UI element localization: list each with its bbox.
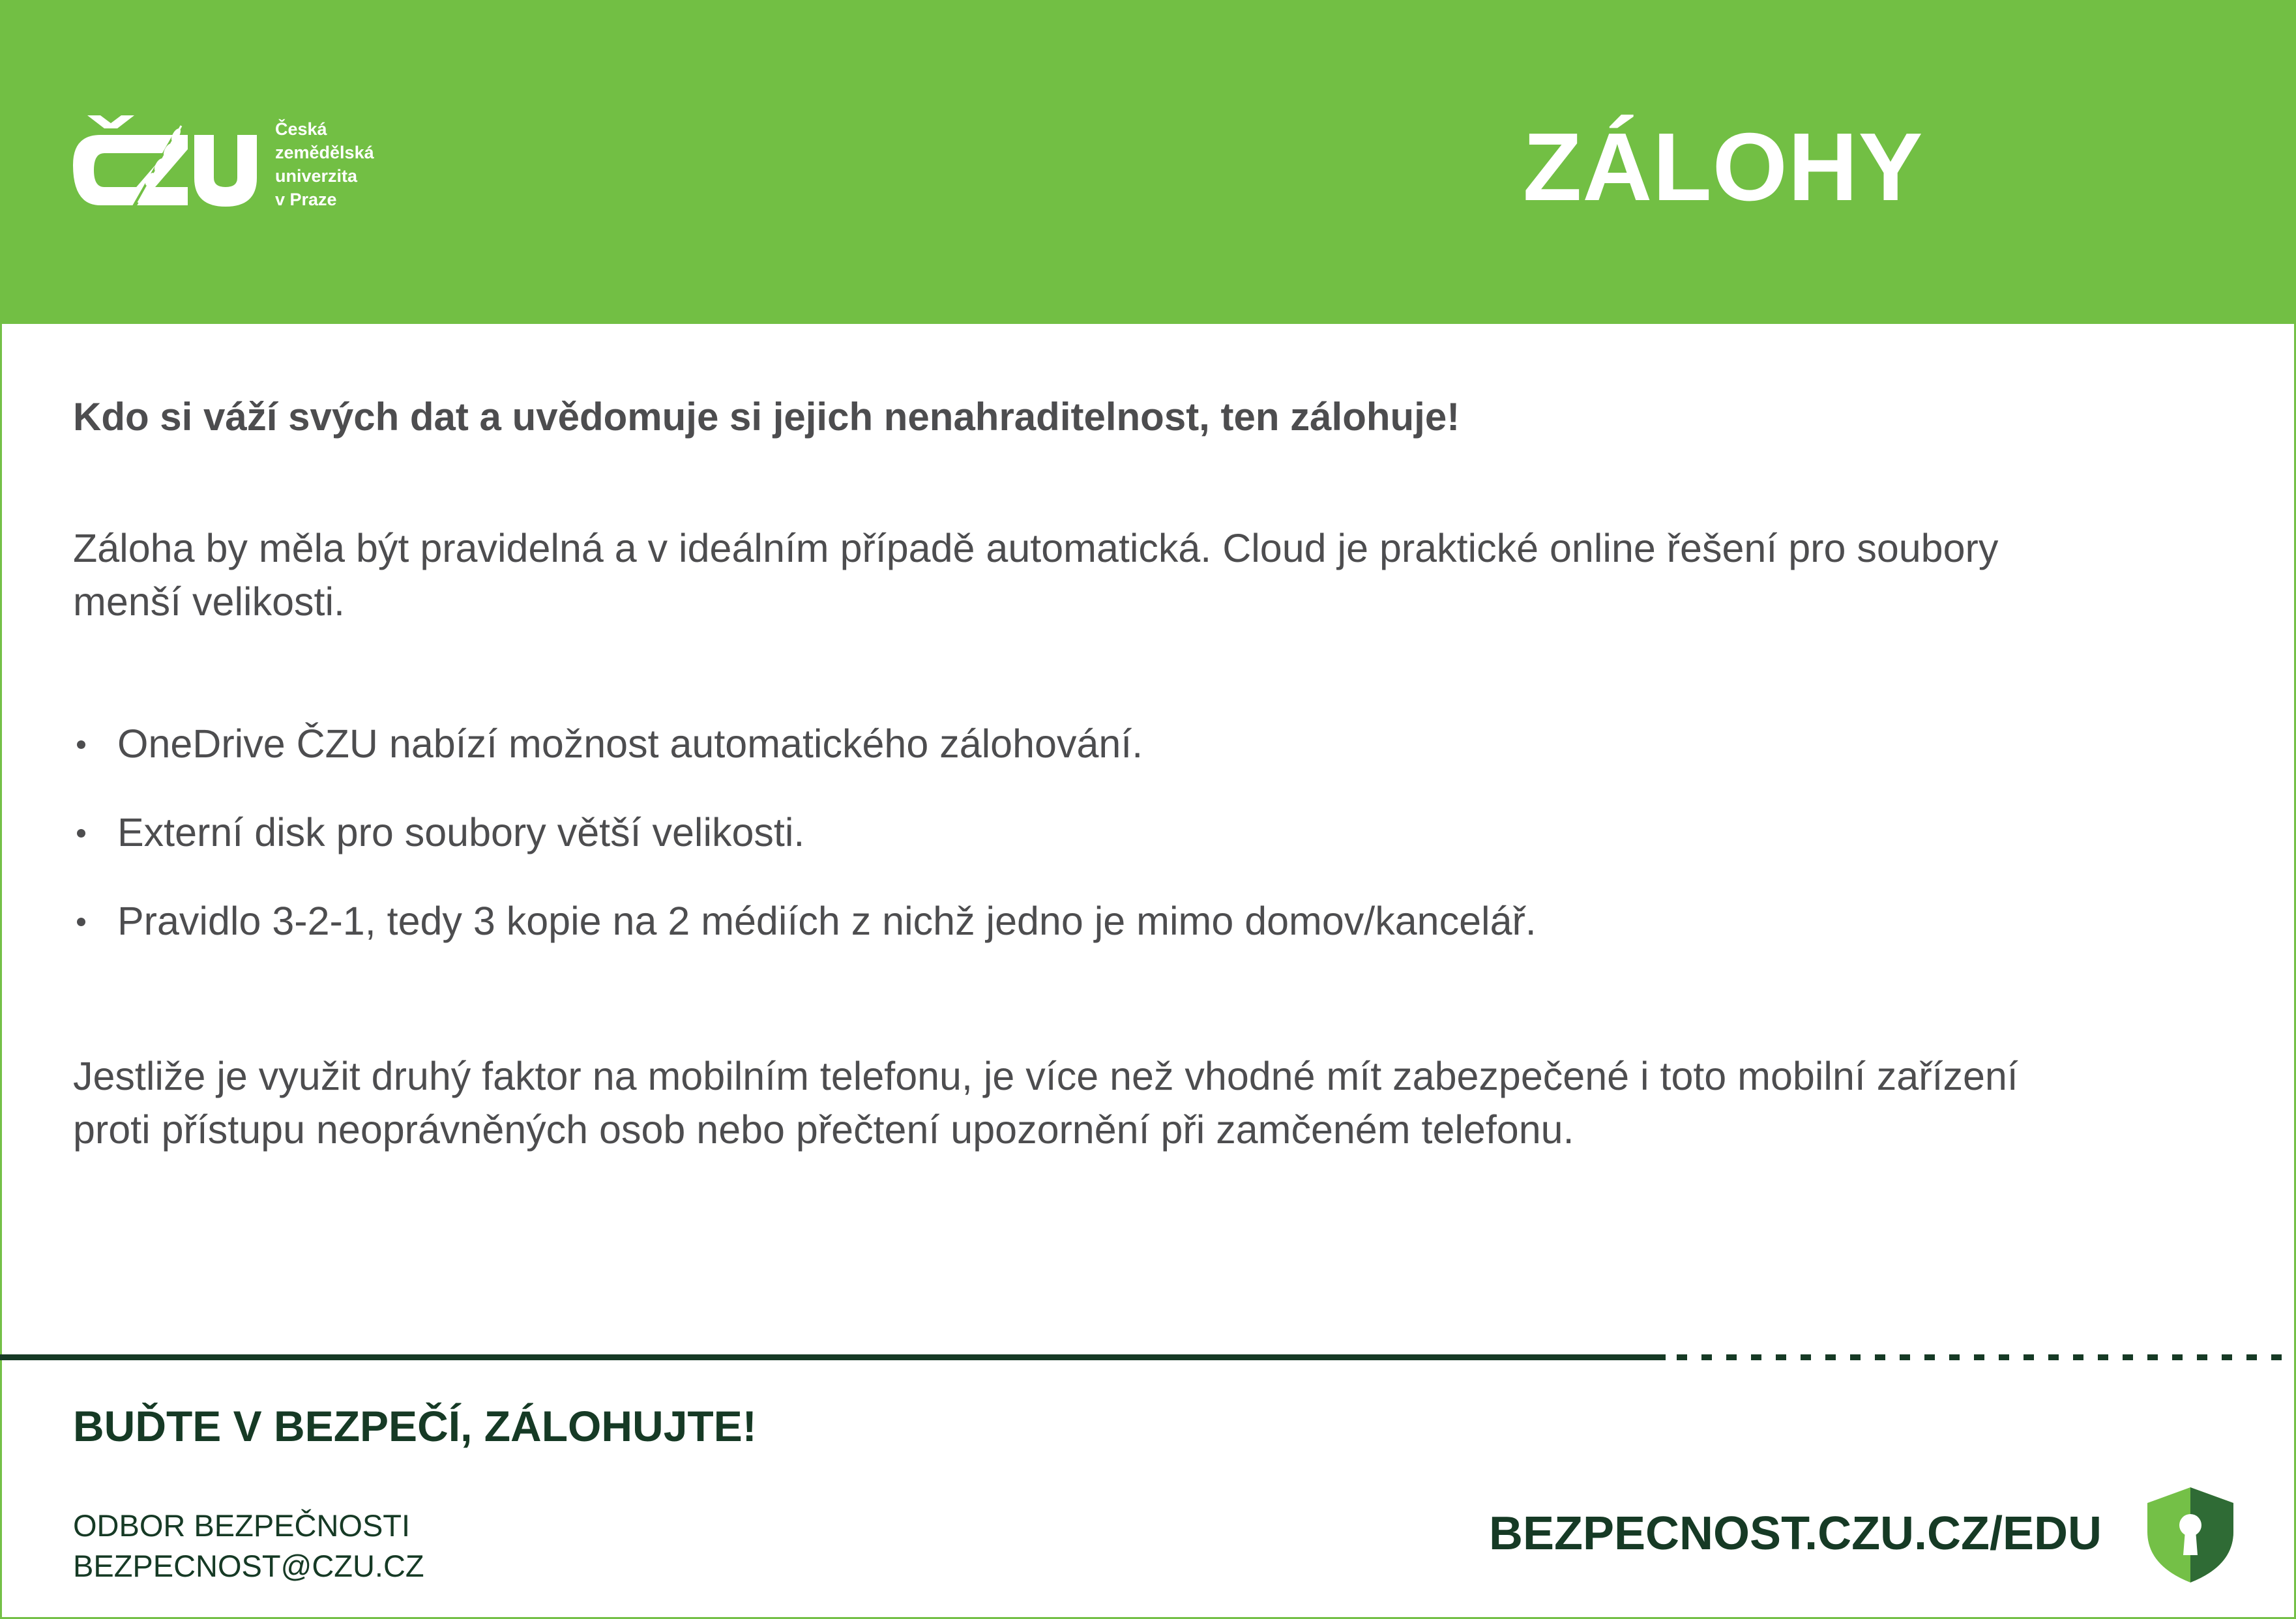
paragraph-line: menší velikosti.	[73, 579, 345, 624]
list-item-text: OneDrive ČZU nabízí možnost automatického zálohování.	[117, 722, 1143, 766]
header-banner	[0, 0, 2296, 324]
bullet-icon	[77, 740, 85, 749]
website-link[interactable]: BEZPECNOST.CZU.CZ/EDU	[1489, 1508, 2102, 1560]
paragraph-backup	[73, 521, 1998, 628]
footer-divider-dashed	[1677, 1354, 2296, 1360]
footer-slogan: BUĎTE V BEZPEČÍ, ZÁLOHUJTE!	[73, 1402, 757, 1450]
list-item-text: Externí disk pro soubory větší velikosti.	[117, 810, 805, 854]
main-content	[73, 391, 2244, 1152]
department-contact	[73, 1506, 424, 1586]
bullet-icon	[77, 918, 85, 926]
czu-wheat-logo-icon	[73, 114, 262, 212]
university-name-line: v Praze	[275, 190, 337, 209]
paragraph-line: proti přístupu neoprávněných osob nebo přečtení upozornění při zamčeném telefonu.	[73, 1107, 1574, 1152]
bullet-icon	[77, 829, 85, 838]
backup-tips-list	[73, 717, 1537, 983]
list-item	[73, 717, 1537, 770]
list-item-text: Pravidlo 3-2-1, tedy 3 kopie na 2 médiích z nichž jedno je mimo domov/kancelář.	[117, 899, 1537, 943]
lead-text: Kdo si váží svých dat a uvědomuje si jejich nenahraditelnost, ten zálohuje!	[73, 395, 1460, 439]
list-item	[73, 806, 1537, 859]
department-email[interactable]: BEZPECNOST@CZU.CZ	[73, 1549, 424, 1583]
university-name	[275, 117, 374, 211]
list-item	[73, 894, 1537, 948]
university-name-line: univerzita	[275, 166, 358, 186]
paragraph-line: Jestliže je využit druhý faktor na mobilním telefonu, je více než vhodné mít zabezpečené i toto mobilní zařízení	[73, 1054, 2018, 1098]
department-name: ODBOR BEZPEČNOSTI	[73, 1508, 411, 1543]
page-title: ZÁLOHY	[1523, 113, 1924, 221]
university-name-line: zemědělská	[275, 143, 374, 162]
university-name-line: Česká	[275, 119, 327, 139]
footer-divider	[0, 1354, 1666, 1360]
paragraph-mobile	[73, 1049, 2018, 1156]
paragraph-line: Záloha by měla být pravidelná a v ideálním případě automatická. Cloud je praktické online řešení pro soubory	[73, 526, 1999, 570]
shield-keyhole-icon	[2145, 1486, 2236, 1584]
